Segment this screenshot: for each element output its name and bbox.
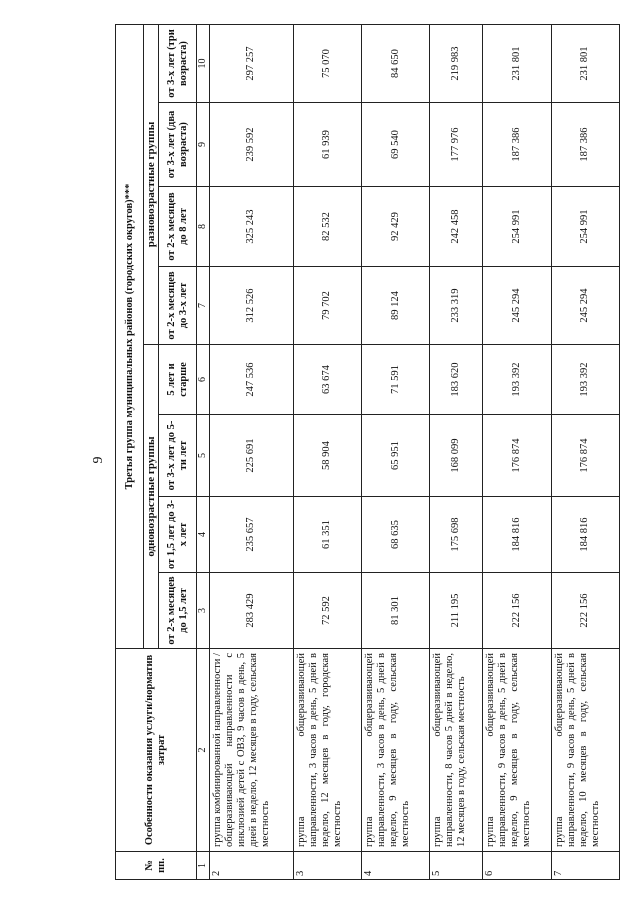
row-description: группа общеразвивающей направленности, 3 часов в день, 5 дней в неделю, 12 месяцев в году, городская местность xyxy=(293,649,361,852)
index-cell: 8 xyxy=(197,187,210,267)
value-cell: 231 801 xyxy=(551,25,619,103)
value-cell: 193 392 xyxy=(483,345,551,415)
header-col-6: 5 лет и старше xyxy=(159,345,197,415)
value-cell: 92 429 xyxy=(362,187,430,267)
value-cell: 233 319 xyxy=(430,267,483,345)
table-row xyxy=(483,25,551,880)
value-cell: 245 294 xyxy=(483,267,551,345)
value-cell: 61 351 xyxy=(293,497,361,573)
value-cell: 176 874 xyxy=(483,415,551,497)
value-cell: 61 939 xyxy=(293,103,361,187)
value-cell: 211 195 xyxy=(430,573,483,649)
header-no: № пп. xyxy=(116,852,197,880)
value-cell: 68 635 xyxy=(362,497,430,573)
index-cell: 7 xyxy=(197,267,210,345)
header-col-4: от 1,5 лет до 3-х лет xyxy=(159,497,197,573)
index-cell: 4 xyxy=(197,497,210,573)
row-number: 5 xyxy=(430,852,483,880)
value-cell: 222 156 xyxy=(483,573,551,649)
value-cell: 63 674 xyxy=(293,345,361,415)
value-cell: 75 070 xyxy=(293,25,361,103)
rotated-page xyxy=(80,25,620,880)
header-group-title: Третья группа муниципальных районов (городских округов)*** xyxy=(116,25,144,649)
table-row xyxy=(293,25,361,880)
row-number: 7 xyxy=(551,852,619,880)
value-cell: 219 983 xyxy=(430,25,483,103)
value-cell: 231 801 xyxy=(483,25,551,103)
row-description: группа комбинированной направленности / общеразвивающей направленности с инклюзией детей с ОВЗ, 9 часов в день, 5 дней в неделю, 12 месяцев в году, сельская местность xyxy=(210,649,294,852)
row-description: группа общеразвивающей направленности, 9 часов в день, 5 дней в неделю, 9 месяцев в году, сельская местность xyxy=(483,649,551,852)
value-cell: 89 124 xyxy=(362,267,430,345)
value-cell: 177 976 xyxy=(430,103,483,187)
value-cell: 254 991 xyxy=(551,187,619,267)
index-cell: 2 xyxy=(197,649,210,852)
value-cell: 69 540 xyxy=(362,103,430,187)
value-cell: 235 657 xyxy=(210,497,294,573)
value-cell: 242 458 xyxy=(430,187,483,267)
value-cell: 225 691 xyxy=(210,415,294,497)
value-cell: 297 257 xyxy=(210,25,294,103)
index-cell: 3 xyxy=(197,573,210,649)
value-cell: 254 991 xyxy=(483,187,551,267)
value-cell: 84 650 xyxy=(362,25,430,103)
value-cell: 72 592 xyxy=(293,573,361,649)
table-row xyxy=(430,25,483,880)
cost-norms-table xyxy=(115,24,620,880)
value-cell: 247 536 xyxy=(210,345,294,415)
index-cell: 6 xyxy=(197,345,210,415)
header-mixed-age: разновозрастные группы xyxy=(144,25,159,345)
value-cell: 65 951 xyxy=(362,415,430,497)
value-cell: 175 698 xyxy=(430,497,483,573)
header-col-3: от 2-х месяцев до 1,5 лет xyxy=(159,573,197,649)
index-cell: 9 xyxy=(197,103,210,187)
value-cell: 239 592 xyxy=(210,103,294,187)
value-cell: 176 874 xyxy=(551,415,619,497)
row-number: 6 xyxy=(483,852,551,880)
row-number: 2 xyxy=(210,852,294,880)
value-cell: 71 591 xyxy=(362,345,430,415)
value-cell: 312 526 xyxy=(210,267,294,345)
table-row xyxy=(210,25,294,880)
header-col-7: от 2-х месяцев до 3-х лет xyxy=(159,267,197,345)
column-index-row xyxy=(197,25,210,880)
header-col-5: от 3-х лет до 5-ти лет xyxy=(159,415,197,497)
value-cell: 187 386 xyxy=(551,103,619,187)
row-description: группа общеразвивающей направленности, 8 часов 5 дней в неделю, 12 месяцев в году, сельская местность xyxy=(430,649,483,852)
row-description: группа общеразвивающей направленности, 9 часов в день, 5 дней в неделю, 10 месяцев в году, сельская местность xyxy=(551,649,619,852)
value-cell: 222 156 xyxy=(551,573,619,649)
header-same-age: одновозрастные группы xyxy=(144,345,159,649)
value-cell: 82 532 xyxy=(293,187,361,267)
index-cell: 10 xyxy=(197,25,210,103)
index-cell: 1 xyxy=(197,852,210,880)
value-cell: 325 243 xyxy=(210,187,294,267)
value-cell: 58 904 xyxy=(293,415,361,497)
value-cell: 193 392 xyxy=(551,345,619,415)
value-cell: 245 294 xyxy=(551,267,619,345)
table-row xyxy=(551,25,619,880)
header-col-8: от 2-х месяцев до 8 лет xyxy=(159,187,197,267)
value-cell: 184 816 xyxy=(483,497,551,573)
header-col-10: от 3-х лет (три возраста) xyxy=(159,25,197,103)
value-cell: 168 099 xyxy=(430,415,483,497)
row-number: 4 xyxy=(362,852,430,880)
index-cell: 5 xyxy=(197,415,210,497)
header-col-9: от 3-х лет (два возраста) xyxy=(159,103,197,187)
row-description: группа общеразвивающей направленности, 3 часов в день, 5 дней в неделю, 9 месяцев в году, сельская местность xyxy=(362,649,430,852)
value-cell: 79 702 xyxy=(293,267,361,345)
table-row xyxy=(362,25,430,880)
page-number: 9 xyxy=(91,456,106,464)
value-cell: 283 429 xyxy=(210,573,294,649)
row-number: 3 xyxy=(293,852,361,880)
header-features: Особенности оказания услуги/норматив затрат xyxy=(116,649,197,852)
value-cell: 187 386 xyxy=(483,103,551,187)
value-cell: 81 301 xyxy=(362,573,430,649)
value-cell: 184 816 xyxy=(551,497,619,573)
value-cell: 183 620 xyxy=(430,345,483,415)
